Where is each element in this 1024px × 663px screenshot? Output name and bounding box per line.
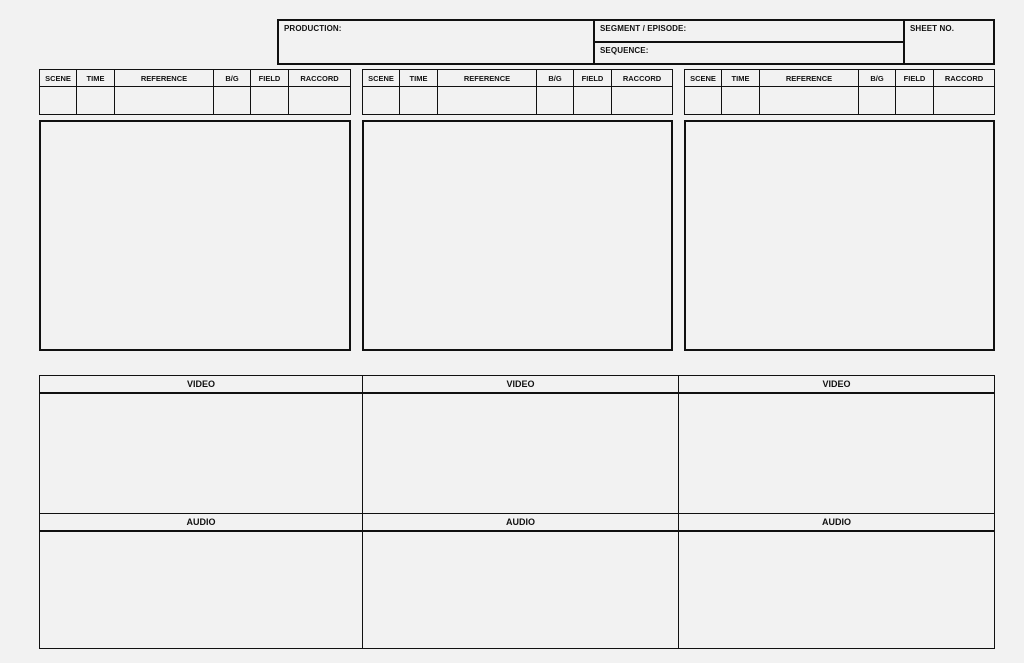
bg-entry-cell[interactable] xyxy=(537,87,574,114)
panel-info-entry-row xyxy=(363,87,672,114)
segment-episode-field[interactable] xyxy=(595,21,905,43)
panel-info-table-2 xyxy=(362,69,673,115)
video-header: VIDEO xyxy=(40,376,362,394)
sequence-field[interactable] xyxy=(595,43,905,63)
field-entry-cell[interactable] xyxy=(896,87,934,114)
bg-column-header: B/G xyxy=(214,70,251,86)
reference-entry-cell[interactable] xyxy=(760,87,859,114)
sheet-header xyxy=(277,19,995,65)
panel-info-table-3 xyxy=(684,69,995,115)
sheet-number-label: SHEET NO. xyxy=(910,24,955,33)
time-entry-cell[interactable] xyxy=(722,87,760,114)
audio-notes-area[interactable] xyxy=(679,532,994,648)
field-column-header: FIELD xyxy=(896,70,934,86)
field-entry-cell[interactable] xyxy=(251,87,289,114)
raccord-entry-cell[interactable] xyxy=(612,87,672,114)
storyboard-frame-1[interactable] xyxy=(39,120,351,351)
scene-column-header: SCENE xyxy=(40,70,77,86)
raccord-column-header: RACCORD xyxy=(300,73,339,83)
scene-entry-cell[interactable] xyxy=(40,87,77,114)
panel-info-header-row xyxy=(685,70,994,87)
bg-column-header: B/G xyxy=(859,70,896,86)
reference-entry-cell[interactable] xyxy=(115,87,214,114)
time-entry-cell[interactable] xyxy=(77,87,115,114)
time-column-header: TIME xyxy=(77,70,115,86)
reference-column-header: REFERENCE xyxy=(115,70,214,86)
sheet-number-field[interactable] xyxy=(905,21,993,63)
video-notes-area[interactable] xyxy=(679,394,994,513)
scene-entry-cell[interactable] xyxy=(685,87,722,114)
reference-column-header: REFERENCE xyxy=(438,70,537,86)
storyboard-frame-3[interactable] xyxy=(684,120,995,351)
audio-header: AUDIO xyxy=(363,513,678,532)
video-notes-area[interactable] xyxy=(40,394,362,513)
sequence-label: SEQUENCE: xyxy=(600,46,649,55)
time-column-header: TIME xyxy=(722,70,760,86)
video-header: VIDEO xyxy=(363,376,678,394)
video-audio-column-3 xyxy=(679,376,994,648)
scene-column-header: SCENE xyxy=(685,70,722,86)
video-notes-area[interactable] xyxy=(363,394,678,513)
audio-header: AUDIO xyxy=(40,513,362,532)
field-entry-cell[interactable] xyxy=(574,87,612,114)
raccord-entry-cell[interactable] xyxy=(289,87,350,114)
video-header: VIDEO xyxy=(679,376,994,394)
video-audio-column-1 xyxy=(40,376,363,648)
segment-episode-label: SEGMENT / EPISODE: xyxy=(600,24,687,33)
panel-info-entry-row xyxy=(40,87,350,114)
production-label: PRODUCTION: xyxy=(284,24,342,33)
field-column-header: FIELD xyxy=(574,70,612,86)
reference-column-header: REFERENCE xyxy=(760,70,859,86)
time-column-header: TIME xyxy=(400,70,438,86)
field-column-header: FIELD xyxy=(251,70,289,86)
panel-info-header-row xyxy=(40,70,350,87)
raccord-column-header: RACCORD xyxy=(622,73,662,83)
raccord-entry-cell[interactable] xyxy=(934,87,994,114)
panel-info-table-1 xyxy=(39,69,351,115)
bg-entry-cell[interactable] xyxy=(214,87,251,114)
reference-entry-cell[interactable] xyxy=(438,87,537,114)
panel-info-entry-row xyxy=(685,87,994,114)
scene-entry-cell[interactable] xyxy=(363,87,400,114)
bg-entry-cell[interactable] xyxy=(859,87,896,114)
video-audio-table xyxy=(39,375,995,649)
audio-notes-area[interactable] xyxy=(40,532,362,648)
bg-column-header: B/G xyxy=(537,70,574,86)
production-field[interactable] xyxy=(279,21,595,63)
raccord-column-header: RACCORD xyxy=(944,73,984,83)
scene-column-header: SCENE xyxy=(363,70,400,86)
audio-notes-area[interactable] xyxy=(363,532,678,648)
panel-info-header-row xyxy=(363,70,672,87)
storyboard-frame-2[interactable] xyxy=(362,120,673,351)
time-entry-cell[interactable] xyxy=(400,87,438,114)
video-audio-column-2 xyxy=(363,376,679,648)
audio-header: AUDIO xyxy=(679,513,994,532)
